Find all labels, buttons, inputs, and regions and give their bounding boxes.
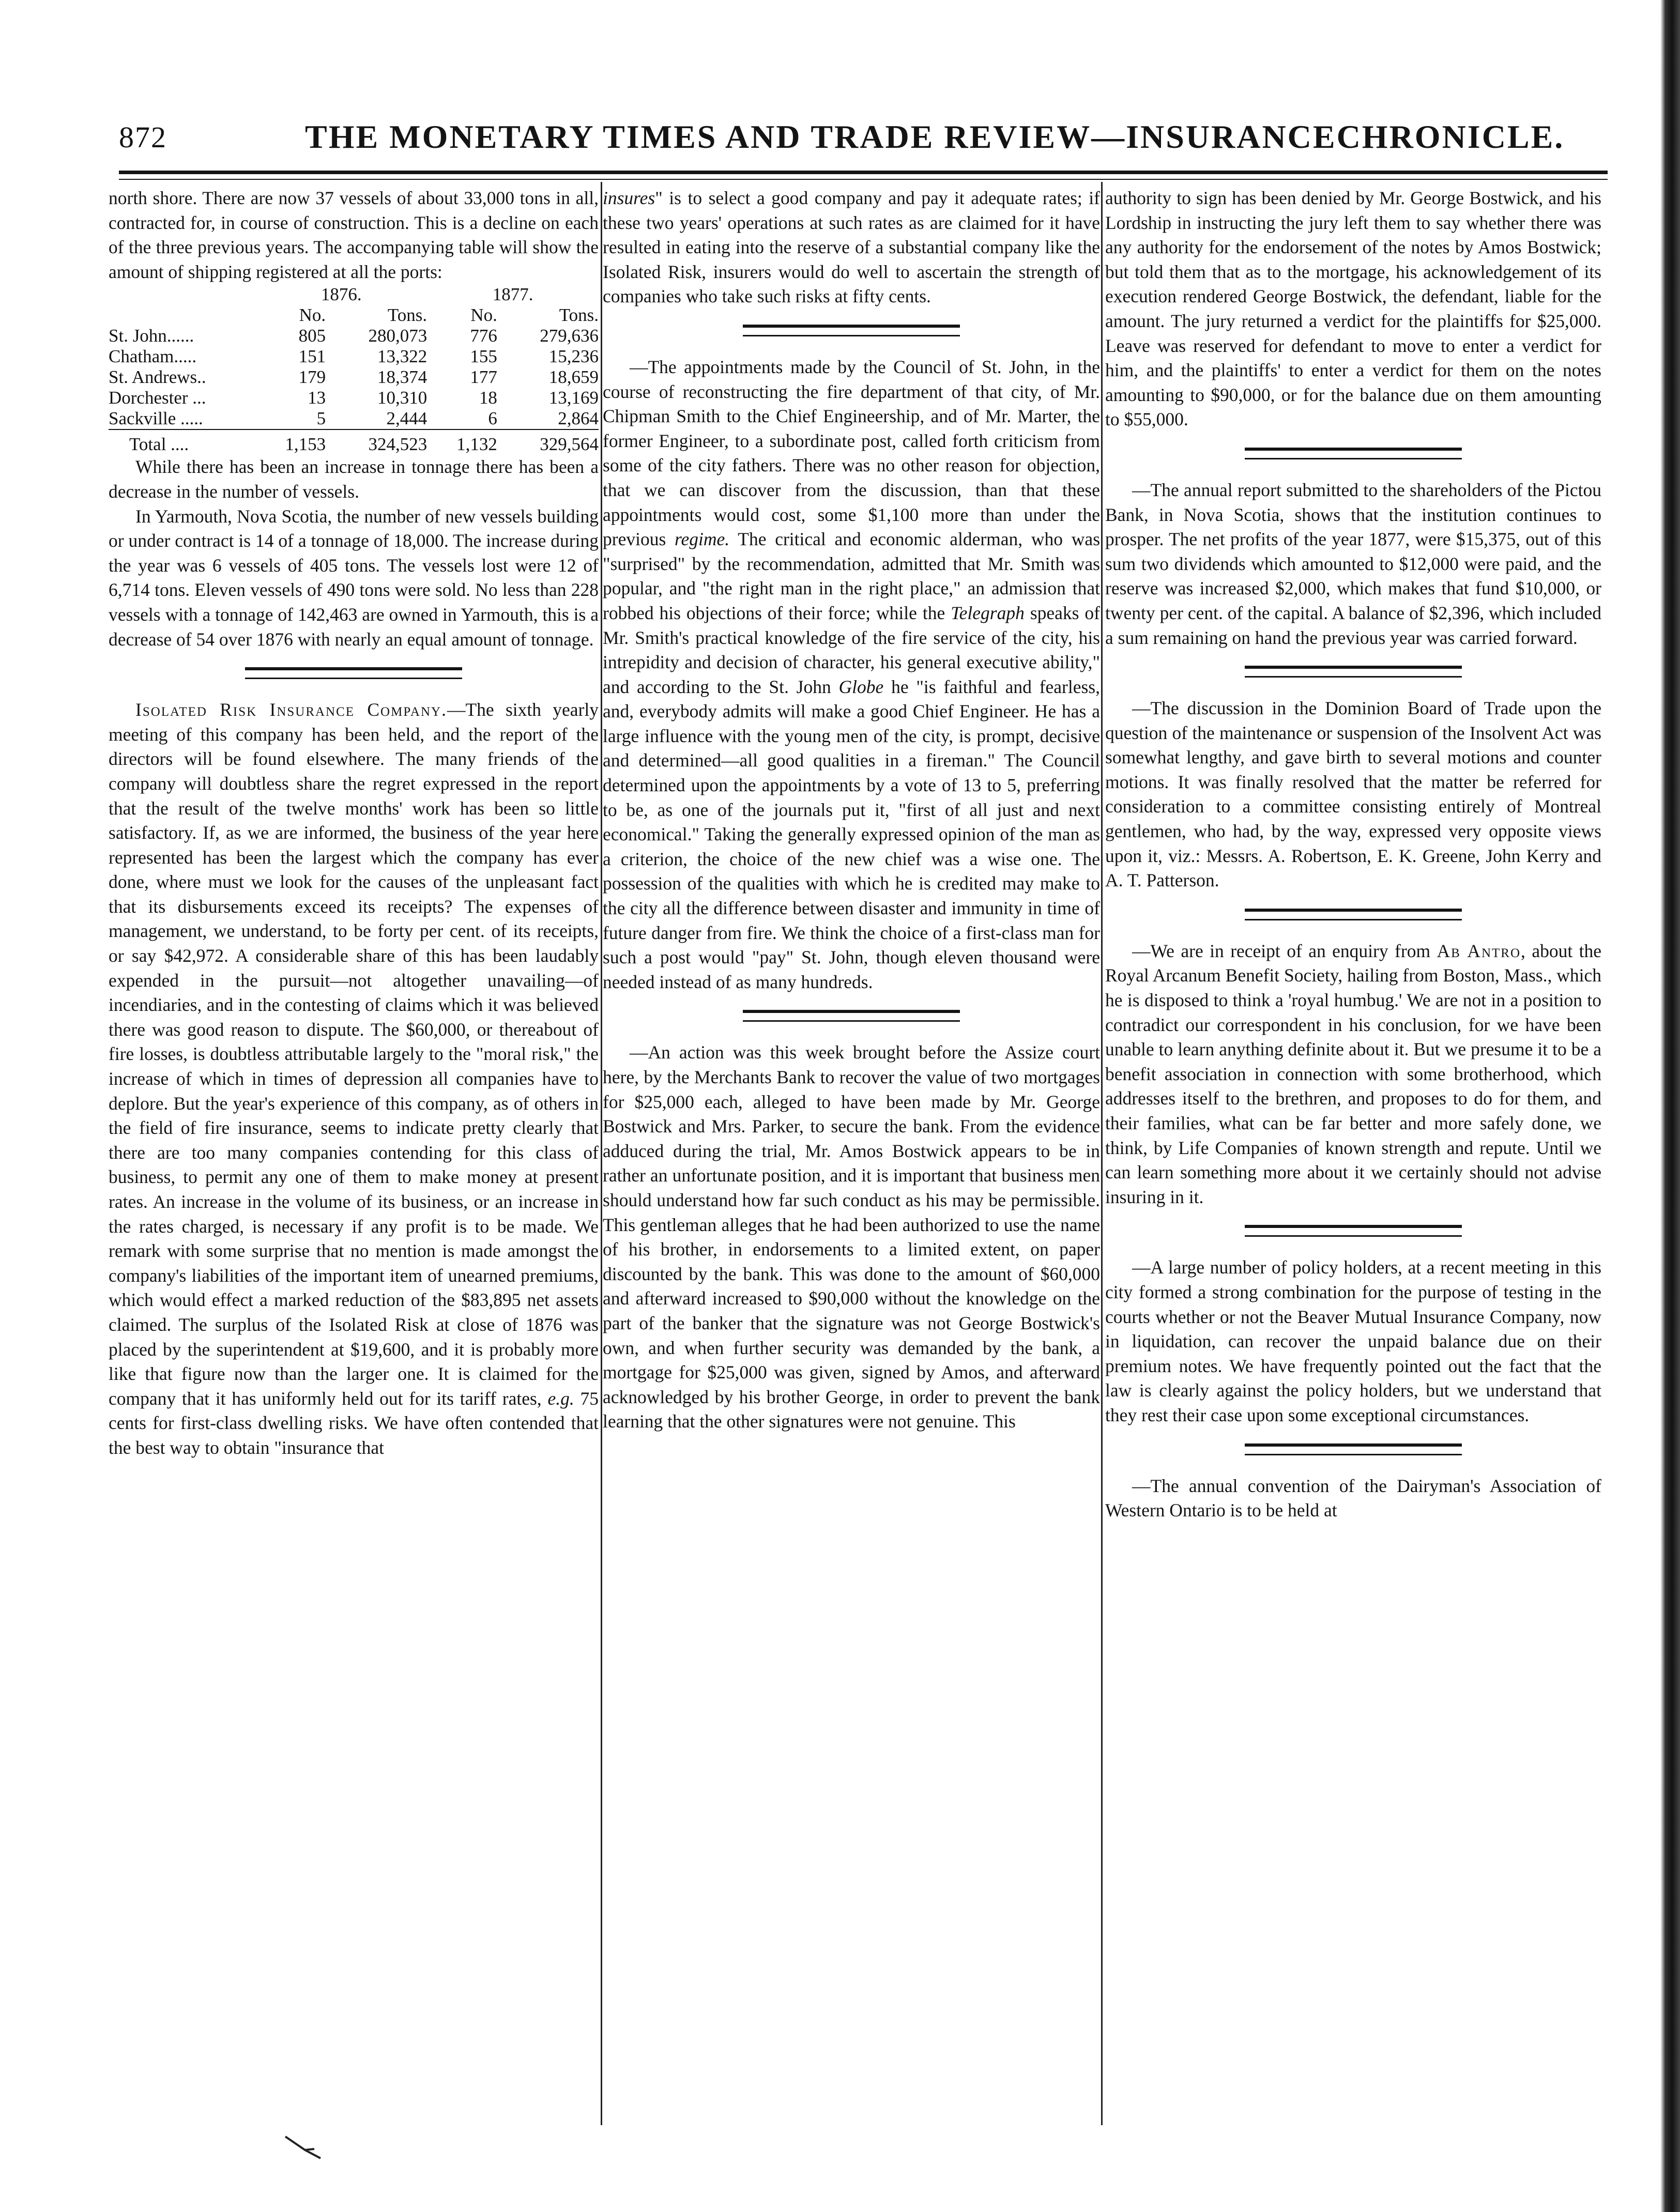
appointments-text-d: he "is faithful and fearless, and, everybody admits will make a good Chief Engineer. He has a large influence with the young men of the city, is prompt, decisive and determined—all good qualities in a fireman." The Council determined upon the appointments by a vote of 13 to 5, preferring to be, as one of the journals put it, "first of all just and next economical." Taking the generally expressed opinion of the man as a criterion, the choice of the new chief was a wise one. The possession of the qualities with which he is credited may make to the city all the difference between disaster and immunity in time of future danger from fire. We think the choice of a first-class man for such a post would "pay" St. John, though eleven thousand were needed instead of as many hundreds. <box>603 676 1100 992</box>
section-separator <box>1245 1443 1462 1455</box>
port-name: Dorchester ... <box>109 388 206 408</box>
insurance-continuation-text: " is to select a good company and pay it adequate rates; if these two years' operations at such rates as are claimed for it have resulted in eating into the reserve of a substantial company like the Isolated Risk, insurers would do well to ascertain the strength of companies who take such risks at fifty cents. <box>603 188 1100 307</box>
royal-arcanum-paragraph <box>1105 939 1601 1210</box>
cell: 15,236 <box>548 346 599 367</box>
shipping-paragraph: north shore. There are now 37 vessels of about 33,000 tons in all, contracted for, in course of construction. This is a decline on each of the three previous years. The accompanying table will show the amount of shipping registered at all the ports: <box>109 188 599 282</box>
cell: 280,073 <box>368 326 427 346</box>
header-rule <box>119 171 1608 174</box>
col-header-no: No. <box>470 305 497 326</box>
section-separator <box>1245 909 1462 920</box>
cell: 13,322 <box>377 346 427 367</box>
port-name: Sackville ..... <box>109 408 203 429</box>
cell: 151 <box>298 346 326 367</box>
column-2 <box>603 186 1100 1434</box>
correspondent-name: Ab Antro <box>1437 940 1521 961</box>
dairymen-paragraph: —The annual convention of the Dairyman's Association of Western Ontario is to be held at <box>1105 1475 1601 1521</box>
italic-eg: e.g. <box>547 1388 574 1409</box>
appointments-text: —The appointments made by the Council of St. John, in the course of reconstructing the fire department of that city, of Mr. Chipman Smith to the Chief Engineership, and of Mr. Marter, the former Engineer, to a subordinate post, called forth criticism from some of the city fathers. There was no other reason for objection, that we can discover from the discussion, than that these appointments would cost, some $1,100 more than under the previous <box>603 356 1100 550</box>
appointments-text-c: speaks of Mr. Smith's practical knowledge of the fire service of the city, his intrepidity and decision of character, his general executive ability," and according to the St. John <box>603 602 1100 697</box>
cell: 2,444 <box>386 408 427 429</box>
beaver-mutual-paragraph: —A large number of policy holders, at a recent meeting in this city formed a strong combination for the purpose of testing in the courts whether or not the Beaver Mutual Insurance Company, now in liquidation, can recover the unpaid balance due on their premium notes. We have frequently pointed out the fact that the law is clearly against the policy holders, but we understand that they rest their case upon some exceptional circumstances. <box>1105 1257 1601 1425</box>
table-row <box>109 346 599 367</box>
royal-arcanum-text: , about the Royal Arcanum Benefit Society, hailing from Boston, Mass., which he is disposed to think a 'royal humbug.' We are not in a position to contradict our correspondent in his conclusion, for we have been unable to learn anything definite about it. But we presume it to be a benefit association in connection with some brotherhood, which addresses itself to the brethren, and proposes to do for them, and their families, what can be far better and more safely done, we think, by Life Companies of known strength and repute. Until we can learn something more about it we certainly should not advise insuring in it. <box>1105 940 1602 1207</box>
table-total-row <box>109 429 599 455</box>
cell: 179 <box>298 367 326 388</box>
page-header <box>119 115 1597 156</box>
appointments-paragraph <box>603 355 1100 994</box>
cell: 776 <box>470 326 497 346</box>
cell: 18,659 <box>548 367 599 388</box>
table-row <box>109 326 599 346</box>
col-header-tons: Tons. <box>559 305 599 326</box>
cell: 13,169 <box>548 388 599 408</box>
shipping-table <box>109 284 599 455</box>
cell: 1,132 <box>427 429 497 455</box>
table-row <box>109 367 599 388</box>
section-separator <box>245 667 462 679</box>
italic-regime: regime. <box>675 529 730 550</box>
cell: 1,153 <box>255 429 326 455</box>
pictou-bank-paragraph: —The annual report submitted to the shareholders of the Pictou Bank, in Nova Scotia, shows that the institution continues to prosper. The net profits of the year 1877, were $15,375, out of this sum two dividends which amounted to $12,000 were paid, and the reserve was increased $2,000, which makes that fund $10,000, or twenty per cent. of the capital. A balance of $2,396, which included a sum remaining on hand the previous year was carried forward. <box>1105 479 1601 648</box>
section-separator <box>743 1010 960 1022</box>
cell: 18 <box>479 388 497 408</box>
table-row <box>109 388 599 408</box>
cell: 6 <box>488 408 497 429</box>
col-header-tons: Tons. <box>387 305 427 326</box>
cell: 155 <box>470 346 497 367</box>
table-row <box>109 408 599 429</box>
pencil-mark <box>284 2134 326 2160</box>
cell: 177 <box>470 367 497 388</box>
column-divider-2 <box>1101 182 1103 2125</box>
isolated-risk-text: —The sixth yearly meeting of this company has been held, and the report of the directors will be found elsewhere. The many friends of the company will doubtless share the regret expressed in the report that the result of the twelve months' work has been so little satisfactory. If, as we are informed, the business of the year here represented has been the largest which the company has ever done, where must we look for the causes of the unpleasant fact that its disbursements exceed its receipts? The expenses of management, we understand, to be forty per cent. of its receipts, or say $42,972. A considerable share of this has been laudably expended in the pursuit—not altogether unavailing—of incendiaries, and in the contesting of claims which it was believed there was good reason to dispute. The $60,000, or thereabout of fire losses, is doubtless attributable largely to the "moral risk," the increase of which in times of depression all companies have to deplore. But the year's experience of this company, as of others in the field of fire insurance, seems to indicate pretty clearly that there are too many companies contending for this class of business, to permit any one of them to make money at present rates. An increase in the volume of its business, or an increase in the rates charged, is necessary if any profit is to be made. We remark with some surprise that no mention is made amongst the company's liabilities of the important item of unearned premiums, which would effect a marked reduction of the $83,895 net assets claimed. The surplus of the Isolated Risk at close of 1876 was placed by the superintendent at $19,600, and it is probably more like that figure now than the larger one. It is claimed for the company that it has uniformly held out for its tariff rates, <box>109 699 599 1409</box>
yarmouth-paragraph: In Yarmouth, Nova Scotia, the number of new vessels building or under contract is 14 of a tonnage of 18,000. The increase during the year was 6 vessels of 405 tons. The vessels lost were 12 of 6,714 tons. Eleven vessels of 490 tons were sold. No less than 228 vessels with a tonnage of 142,463 are owned in Yarmouth, this is a decrease of 54 over 1876 with nearly an equal amount of tonnage. <box>109 505 599 650</box>
year-1877: 1877. <box>492 284 533 305</box>
bostwick-continuation: authority to sign has been denied by Mr. George Bostwick, and his Lordship in instructing the jury left them to say whether there was any authority for the endorsement of the notes by Amos Bostwick; but told them that as to the mortgage, his acknowledgement of its execution rendered George Bostwick, the defendant, liable for the amount. The jury returned a verdict for the plaintiffs for $25,000. Leave was reserved for defendant to move to enter a verdict for him, and the plaintiffs' to enter a verdict for them on the notes amounting to $90,000, or for the balance due on them amounting to $55,000. <box>1105 188 1601 430</box>
cell: 329,564 <box>497 429 599 455</box>
section-separator <box>743 325 960 336</box>
isolated-risk-paragraph <box>109 698 599 1460</box>
italic-telegraph: Telegraph <box>951 602 1025 623</box>
royal-arcanum-lead: —We are in receipt of an enquiry from <box>1132 940 1431 961</box>
cell: 2,864 <box>558 408 599 429</box>
appointments-text-b: The critical and economic alderman, who was "surprised" by the recommendation, admitted that Mr. Smith was popular, and "the right man in the right place," an admission that robbed his objections of their force; while the <box>603 529 1101 623</box>
board-of-trade-paragraph: —The discussion in the Dominion Board of Trade upon the question of the maintenance or suspension of the Insolvent Act was somewhat lengthy, and gave birth to several motions and counter motions. It was finally resolved that the matter be referred for consideration to a committee consisting entirely of Montreal gentlemen, who had, by the way, expressed very opposite views upon it, viz.: Messrs. A. Robertson, E. K. Greene, John Kerry and A. T. Patterson. <box>1105 698 1601 891</box>
port-name: Chatham..... <box>109 346 197 367</box>
italic-insures: insures <box>603 188 655 208</box>
header-rule-thin <box>119 179 1608 180</box>
cell: 10,310 <box>377 388 427 408</box>
column-1 <box>109 186 599 1461</box>
year-1876: 1876. <box>320 284 362 305</box>
col-header-no: No. <box>299 305 326 326</box>
cell: 805 <box>298 326 326 346</box>
column-divider-1 <box>601 182 602 2125</box>
italic-globe: Globe <box>838 676 884 697</box>
isolated-risk-text-end: 75 cents for first-class dwelling risks. We have often contended that the best way to obtain "insurance that <box>109 1388 599 1458</box>
bostwick-action-paragraph: —An action was this week brought before the Assize court here, by the Merchants Bank to recover the value of two mortgages for $25,000 each, alleged to have been made by Mr. George Bostwick and Mrs. Parker, to secure the bank. From the evidence adduced during the trial, Mr. Amos Bostwick appears to be in rather an unfortunate position, and it is important that business men should understand how far such conduct as his may be permissible. This gentleman alleges that he had been authorized to use the name of his brother, in endorsements to a limited extent, on paper discounted by the bank. This was done to the amount of $60,000 and afterward increased to $90,000 without the knowledge on the part of the banker that the signature was not George Bostwick's own, and when further security was demanded by the bank, a mortgage for $25,000 was given, signed by Amos, and afterward acknowledged by his brother George, in order to prevent the bank learning that the other signatures were not genuine. This <box>603 1042 1100 1432</box>
tonnage-paragraph: While there has been an increase in tonnage there has been a decrease in the number of vessels. <box>109 456 599 502</box>
cell: 5 <box>316 408 326 429</box>
running-title: THE MONETARY TIMES AND TRADE REVIEW—INSURANCECHRONICLE. <box>305 118 1565 155</box>
cell: 324,523 <box>326 429 427 455</box>
section-separator <box>1245 1225 1462 1237</box>
port-name: St. John...... <box>109 326 194 346</box>
section-heading: Isolated Risk Insurance Company. <box>135 699 447 720</box>
total-label: Total .... <box>109 429 255 455</box>
section-separator <box>1245 666 1462 678</box>
cell: 18,374 <box>377 367 427 388</box>
page-edge-shadow <box>1660 0 1680 2212</box>
insurance-continuation <box>603 186 1100 309</box>
cell: 279,636 <box>540 326 599 346</box>
page-number: 872 <box>119 120 167 154</box>
port-name: St. Andrews.. <box>109 367 206 388</box>
column-3 <box>1105 186 1601 1523</box>
cell: 13 <box>308 388 326 408</box>
section-separator <box>1245 448 1462 459</box>
